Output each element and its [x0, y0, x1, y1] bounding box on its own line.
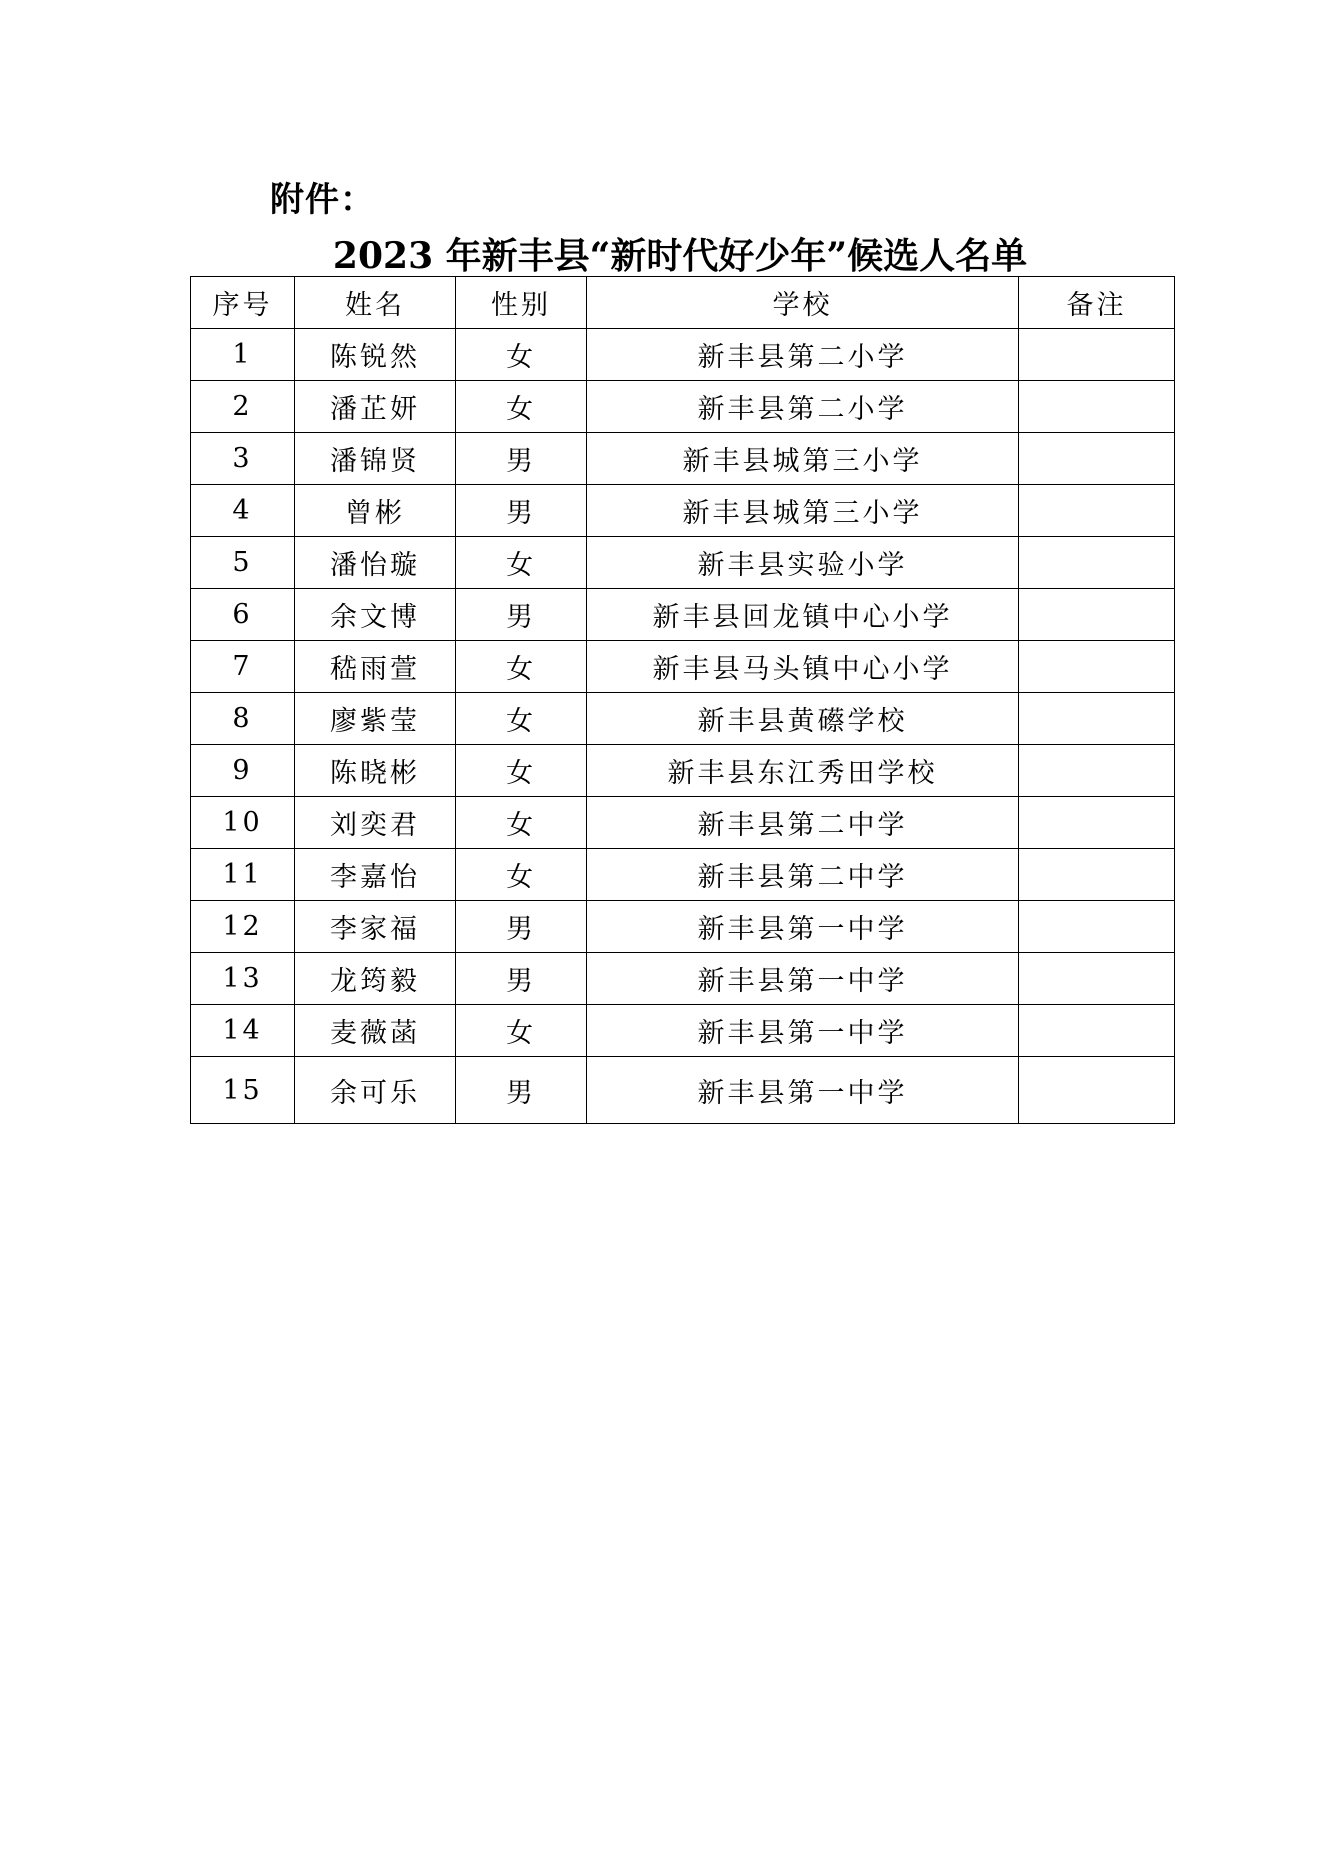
cell-gender: 女	[456, 329, 587, 381]
cell-name: 陈晓彬	[295, 745, 456, 797]
table-row	[191, 641, 1175, 693]
cell-no: 8	[191, 693, 295, 745]
cell-note	[1019, 797, 1175, 849]
cell-no: 10	[191, 797, 295, 849]
cell-no: 14	[191, 1005, 295, 1057]
cell-name: 麦薇菡	[295, 1005, 456, 1057]
cell-no: 5	[191, 537, 295, 589]
cell-school: 新丰县第二小学	[587, 381, 1019, 433]
cell-school: 新丰县第一中学	[587, 953, 1019, 1005]
cell-no: 6	[191, 589, 295, 641]
cell-note	[1019, 329, 1175, 381]
table-row	[191, 329, 1175, 381]
cell-gender: 男	[456, 901, 587, 953]
cell-name: 潘芷妍	[295, 381, 456, 433]
cell-school: 新丰县城第三小学	[587, 433, 1019, 485]
table-row	[191, 381, 1175, 433]
cell-gender: 女	[456, 849, 587, 901]
table-row	[191, 433, 1175, 485]
cell-no: 12	[191, 901, 295, 953]
cell-no: 15	[191, 1057, 295, 1124]
cell-school: 新丰县城第三小学	[587, 485, 1019, 537]
cell-gender: 男	[456, 433, 587, 485]
cell-gender: 男	[456, 589, 587, 641]
cell-note	[1019, 953, 1175, 1005]
cell-note	[1019, 901, 1175, 953]
attachment-label: 附件：	[270, 180, 375, 220]
cell-school: 新丰县第一中学	[587, 1005, 1019, 1057]
cell-note	[1019, 745, 1175, 797]
table-row	[191, 693, 1175, 745]
cell-gender: 女	[456, 693, 587, 745]
header-note: 备注	[1019, 277, 1175, 329]
header-no: 序号	[191, 277, 295, 329]
cell-name: 李嘉怡	[295, 849, 456, 901]
cell-school: 新丰县第二小学	[587, 329, 1019, 381]
table-row	[191, 797, 1175, 849]
cell-name: 嵇雨萱	[295, 641, 456, 693]
cell-note	[1019, 641, 1175, 693]
cell-no: 2	[191, 381, 295, 433]
cell-name: 刘奕君	[295, 797, 456, 849]
cell-note	[1019, 693, 1175, 745]
cell-school: 新丰县第一中学	[587, 1057, 1019, 1124]
cell-gender: 女	[456, 1005, 587, 1057]
table-row	[191, 953, 1175, 1005]
cell-gender: 女	[456, 537, 587, 589]
cell-school: 新丰县回龙镇中心小学	[587, 589, 1019, 641]
cell-school: 新丰县实验小学	[587, 537, 1019, 589]
table-row	[191, 1005, 1175, 1057]
table-row	[191, 849, 1175, 901]
candidate-table	[190, 276, 1175, 1124]
table-header-row	[191, 277, 1175, 329]
header-gender: 性别	[456, 277, 587, 329]
cell-note	[1019, 485, 1175, 537]
table-row	[191, 537, 1175, 589]
cell-school: 新丰县第二中学	[587, 797, 1019, 849]
cell-no: 13	[191, 953, 295, 1005]
table-row	[191, 1057, 1175, 1124]
table-row	[191, 745, 1175, 797]
cell-note	[1019, 1005, 1175, 1057]
cell-name: 龙筠毅	[295, 953, 456, 1005]
cell-no: 9	[191, 745, 295, 797]
cell-name: 潘怡璇	[295, 537, 456, 589]
cell-name: 廖紫莹	[295, 693, 456, 745]
cell-name: 陈锐然	[295, 329, 456, 381]
cell-school: 新丰县马头镇中心小学	[587, 641, 1019, 693]
cell-no: 3	[191, 433, 295, 485]
cell-note	[1019, 849, 1175, 901]
cell-name: 曾彬	[295, 485, 456, 537]
cell-gender: 女	[456, 797, 587, 849]
cell-no: 11	[191, 849, 295, 901]
cell-gender: 女	[456, 641, 587, 693]
cell-school: 新丰县黄礤学校	[587, 693, 1019, 745]
cell-no: 4	[191, 485, 295, 537]
cell-note	[1019, 1057, 1175, 1124]
cell-note	[1019, 381, 1175, 433]
cell-school: 新丰县东江秀田学校	[587, 745, 1019, 797]
cell-gender: 女	[456, 745, 587, 797]
cell-name: 李家福	[295, 901, 456, 953]
cell-note	[1019, 433, 1175, 485]
cell-note	[1019, 589, 1175, 641]
cell-name: 余可乐	[295, 1057, 456, 1124]
cell-note	[1019, 537, 1175, 589]
table-row	[191, 485, 1175, 537]
table-row	[191, 901, 1175, 953]
header-school: 学校	[587, 277, 1019, 329]
cell-school: 新丰县第一中学	[587, 901, 1019, 953]
cell-gender: 男	[456, 485, 587, 537]
cell-name: 余文博	[295, 589, 456, 641]
cell-no: 7	[191, 641, 295, 693]
document-title: 2023 年新丰县“新时代好少年”候选人名单	[332, 235, 1028, 277]
cell-gender: 男	[456, 1057, 587, 1124]
header-name: 姓名	[295, 277, 456, 329]
cell-gender: 男	[456, 953, 587, 1005]
table-row	[191, 589, 1175, 641]
cell-gender: 女	[456, 381, 587, 433]
cell-no: 1	[191, 329, 295, 381]
cell-name: 潘锦贤	[295, 433, 456, 485]
cell-school: 新丰县第二中学	[587, 849, 1019, 901]
